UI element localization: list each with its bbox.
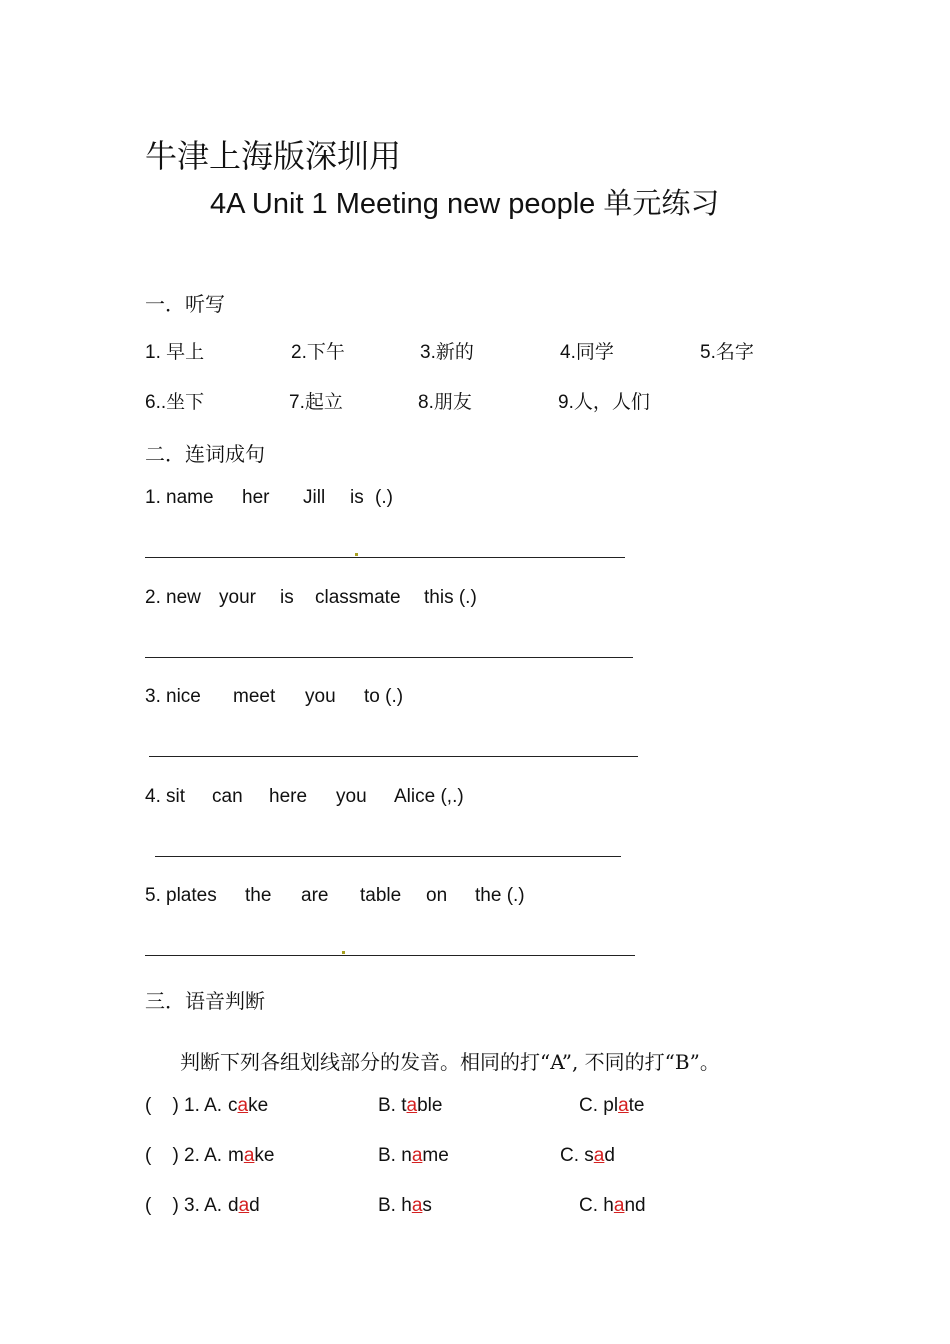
- dictation-item-6: 6..坐下: [145, 391, 205, 413]
- q1-word: name: [166, 487, 214, 508]
- phonics-row-2-a: make: [228, 1145, 275, 1166]
- q3-word: you: [305, 686, 336, 707]
- phonics-row-2-prefix: ( ) 2. A.: [145, 1145, 228, 1166]
- answer-line-3[interactable]: [149, 756, 638, 757]
- answer-line-2[interactable]: [145, 657, 633, 658]
- section-3-instruction: 判断下列各组划线部分的发音。相同的打“A”, 不同的打“B”。: [180, 1050, 720, 1074]
- section-1-heading: 一．听写: [145, 292, 225, 316]
- question-3-num: 3.: [145, 686, 161, 707]
- q1-word: is: [350, 487, 364, 508]
- question-4-num: 4.: [145, 786, 161, 807]
- phonics-row-1-a: cake: [228, 1095, 269, 1116]
- section-3-heading: 三．语音判断: [145, 989, 265, 1013]
- dictation-item-9: 9.人，人们: [558, 391, 650, 413]
- question-2-num: 2.: [145, 587, 161, 608]
- dictation-item-5: 5.名字: [700, 341, 754, 363]
- q4-word: you: [336, 786, 367, 807]
- title-line-2: [210, 181, 719, 222]
- phonics-row-3-b: B. has: [378, 1195, 432, 1216]
- phonics-row-2-c: C. sad: [560, 1145, 615, 1166]
- q3-word: nice: [166, 686, 201, 707]
- phonics-row-3-a: dad: [228, 1195, 260, 1216]
- q4-word: sit: [166, 786, 185, 807]
- q3-word: to (.): [364, 686, 404, 707]
- title-line-1: 牛津上海版深圳用: [145, 137, 402, 175]
- dictation-item-3: 3.新的: [420, 341, 474, 363]
- dictation-item-2: 2.下午: [291, 341, 345, 363]
- phonics-row-1-c: C. plate: [579, 1095, 645, 1116]
- q1-word: (.): [375, 487, 393, 508]
- question-1-num: 1.: [145, 487, 161, 508]
- q2-word: this (.): [424, 587, 477, 608]
- q3-word: meet: [233, 686, 276, 707]
- q2-word: new: [166, 587, 201, 608]
- q2-word: classmate: [315, 587, 401, 608]
- dictation-item-4: 4.同学: [560, 341, 614, 363]
- dictation-item-7: 7.起立: [289, 391, 343, 413]
- phonics-row-3-prefix: ( ) 3. A.: [145, 1195, 228, 1216]
- q5-word: plates: [166, 885, 217, 906]
- phonics-row-3-c: C. hand: [579, 1195, 646, 1216]
- phonics-row-2-b: B. name: [378, 1145, 449, 1166]
- marker-dot: [355, 553, 358, 556]
- dictation-item-8: 8.朋友: [418, 391, 472, 413]
- q5-word: the (.): [475, 885, 525, 906]
- q4-word: Alice (,.): [394, 786, 464, 807]
- question-5-num: 5.: [145, 885, 161, 906]
- section-2-heading: 二．连词成句: [145, 442, 265, 466]
- q5-word: on: [426, 885, 448, 906]
- answer-line-5[interactable]: [145, 955, 635, 956]
- q4-word: can: [212, 786, 243, 807]
- phonics-row-1-b: B. table: [378, 1095, 443, 1116]
- q4-word: here: [269, 786, 308, 807]
- q2-word: is: [280, 587, 294, 608]
- phonics-row-1-prefix: ( ) 1. A.: [145, 1095, 228, 1116]
- title-english: 4A Unit 1 Meeting new people: [210, 188, 604, 220]
- marker-dot: [342, 951, 345, 954]
- q5-word: the: [245, 885, 272, 906]
- q5-word: are: [301, 885, 329, 906]
- q2-word: your: [219, 587, 256, 608]
- dictation-item-1: 1. 早上: [145, 341, 205, 363]
- q1-word: her: [242, 487, 270, 508]
- q5-word: table: [360, 885, 402, 906]
- answer-line-1[interactable]: [145, 557, 625, 558]
- answer-line-4[interactable]: [155, 856, 621, 857]
- title-chinese: 单元练习: [603, 186, 720, 220]
- q1-word: Jill: [303, 487, 326, 508]
